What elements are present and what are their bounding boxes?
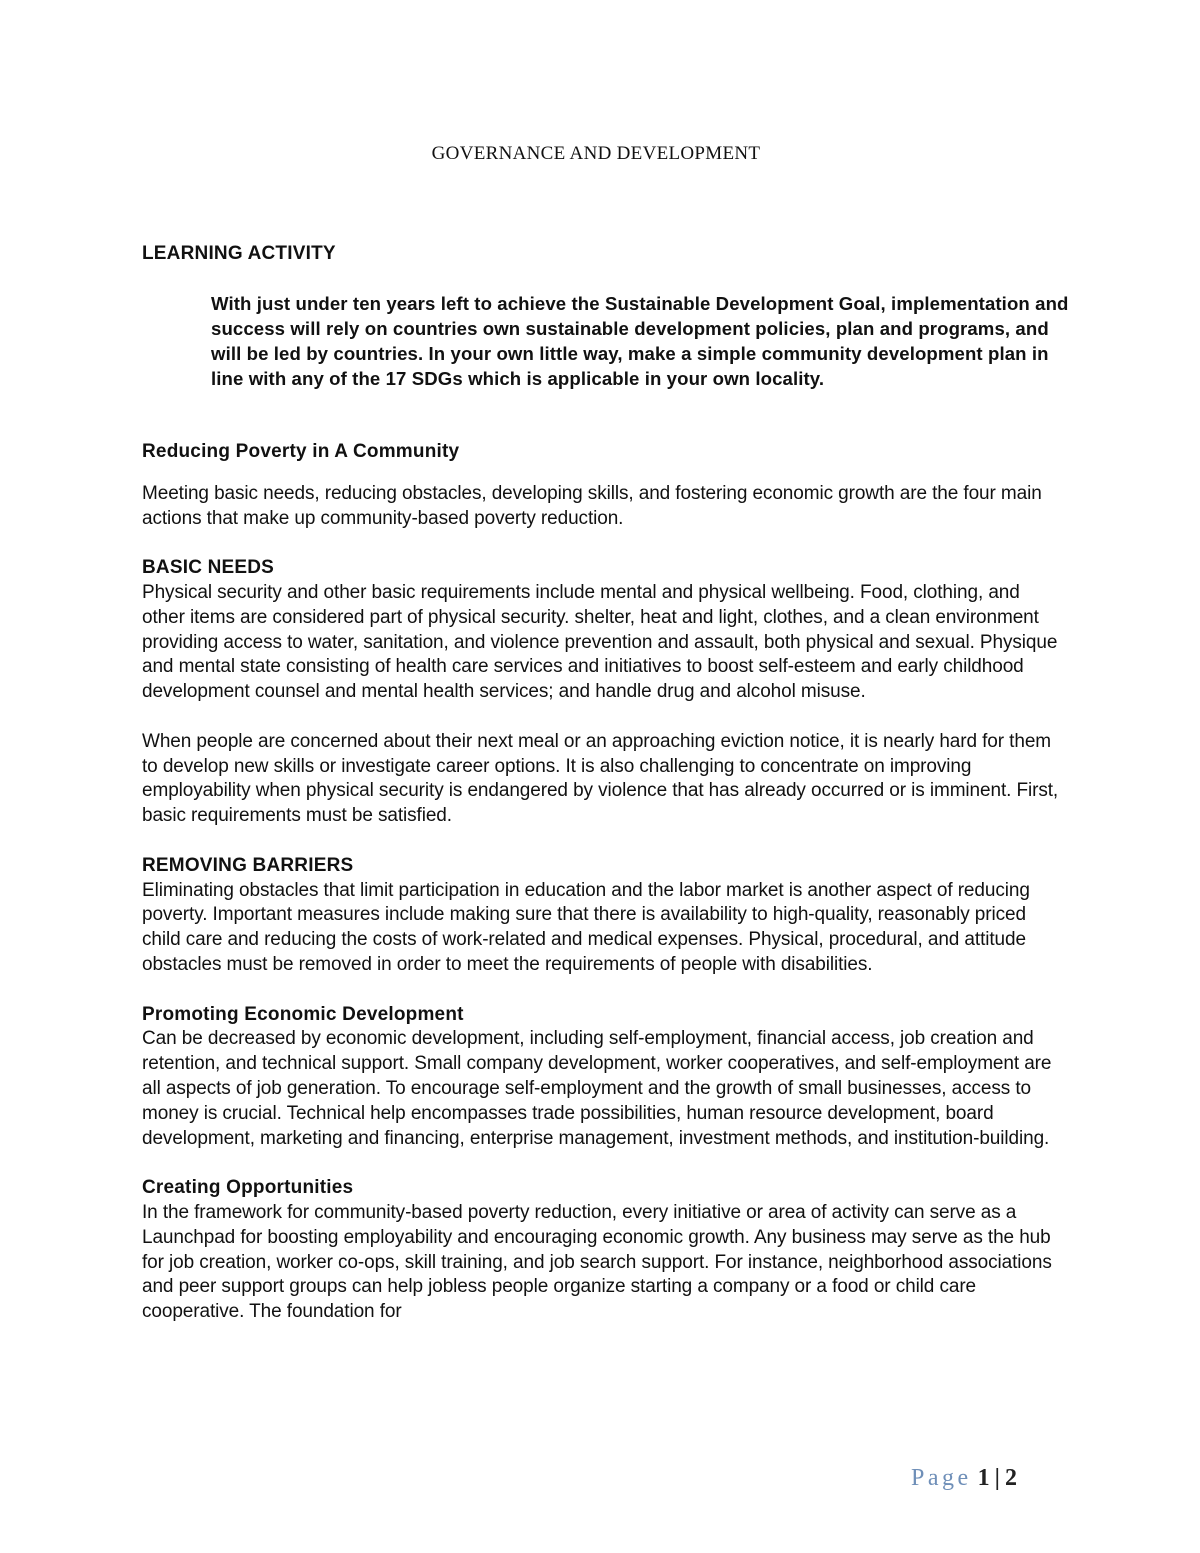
page-separator: | [994, 1465, 1000, 1491]
current-page-number: 1 [977, 1465, 990, 1491]
section-heading-economic-development: Promoting Economic Development [142, 1003, 464, 1025]
page-number-footer [911, 1465, 1017, 1492]
activity-prompt: With just under ten years left to achieve the Sustainable Development Goal, implementation and success will rely on countries own sustainable development policies, plan and programs, and will be led by countries. In your own little way, make a simple community development plan in line with any of the 17 SDGs which is applicable in your own locality. [211, 293, 1069, 389]
section-heading-creating-opportunities: Creating Opportunities [142, 1177, 354, 1199]
activity-label: LEARNING ACTIVITY [142, 243, 336, 264]
section-paragraph-basic-needs-2: When people are concerned about their next meal or an approaching eviction notice, it is nearly hard for them to develop new skills or investigate career options. It is also challenging to concentrate on improving employability when physical security is endangered by violence that has already occurred or is imminent. First, basic requirements must be satisfied. [142, 730, 1059, 827]
section-paragraph-intro: Meeting basic needs, reducing obstacles, developing skills, and fostering economic growth are the four main actions that make up community-based poverty reduction. [142, 482, 1042, 529]
section-paragraph-economic-development: Can be decreased by economic development, including self-employment, financial access, job creation and retention, and technical support. Small company development, worker cooperatives, and self-employment are all aspects of job generation. To encourage self-employment and the growth of small businesses, access to money is crucial. Technical help encompasses trade possibilities, human resource development, board development, marketing and financing, enterprise management, investment methods, and institution-building. [142, 1028, 1052, 1149]
document-title: GOVERNANCE AND DEVELOPMENT [431, 143, 761, 164]
section-heading-reducing-poverty: Reducing Poverty in A Community [142, 441, 460, 462]
section-paragraph-removing-barriers: Eliminating obstacles that limit participation in education and the labor market is another aspect of reducing poverty. Important measures include making sure that there is availability to high-quality, reasonably priced child care and reducing the costs of work-related and medical expenses. Physical, procedural, and attitude obstacles must be removed in order to meet the requirements of people with disabilities. [142, 879, 1030, 975]
total-pages-number: 2 [1004, 1465, 1017, 1491]
section-heading-basic-needs: BASIC NEEDS [142, 557, 275, 579]
section-paragraph-creating-opportunities: In the framework for community-based poverty reduction, every initiative or area of activity can serve as a Launchpad for boosting employability and encouraging economic growth. Any business may serve as the hub for job creation, worker co-ops, skill training, and job search support. For instance, neighborhood associations and peer support groups can help jobless people organize starting a company or a food or child care cooperative. The foundation for [142, 1201, 1052, 1323]
document-body [142, 440, 1067, 1325]
section-paragraph-basic-needs-1: Physical security and other basic requirements include mental and physical wellbeing. Food, clothing, and other items are considered part of physical security. shelter, heat and light, clothes, and a clean environment providing access to water, sanitation, and violence prevention and assault, both physical and sexual. Physique and mental state consisting of health care services and initiatives to boost self-esteem and early childhood development counsel and mental health services; and handle drug and alcohol misuse. [142, 581, 1058, 703]
section-heading-removing-barriers: REMOVING BARRIERS [142, 854, 354, 876]
page-word-label: Page [911, 1465, 972, 1491]
